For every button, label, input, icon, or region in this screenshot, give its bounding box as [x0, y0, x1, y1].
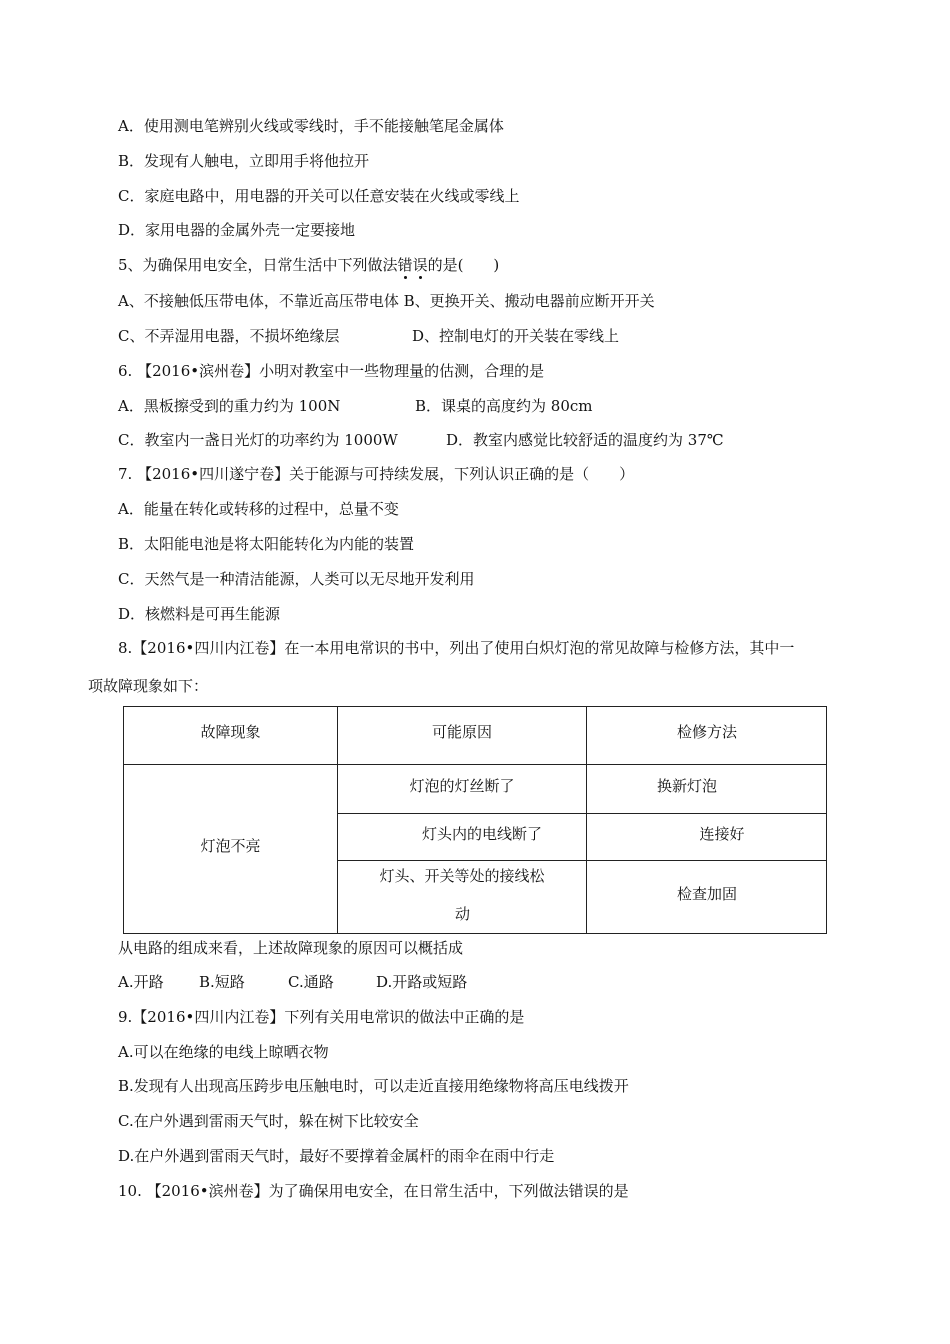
q5-stem-after: 的是( ): [427, 256, 500, 274]
q9-option-d: D.在户外遇到雷雨天气时，最好不要撑着金属杆的雨伞在雨中行走: [118, 1147, 555, 1165]
table-cell-fix-1: 换新灯泡: [656, 777, 717, 795]
table-cell-cause-3-line2: 动: [455, 905, 471, 923]
q9-option-b: B.发现有人出现高压跨步电压触电时，可以走近直接用绝缘物将高压电线拨开: [118, 1077, 629, 1095]
q4-option-a: A．使用测电笔辨别火线或零线时，手不能接触笔尾金属体: [118, 117, 504, 135]
table-header-cause: 可能原因: [431, 723, 492, 741]
q9-option-a: A.可以在绝缘的电线上晾晒衣物: [118, 1043, 329, 1061]
table-header-symptom: 故障现象: [200, 723, 261, 741]
q8-option-b: B.短路: [199, 973, 245, 991]
table-cell-cause-3-line1: 灯头、开关等处的接线松: [379, 867, 545, 885]
q7-stem: 7. 【2016•四川遂宁卷】关于能源与可持续发展，下列认识正确的是（ ）: [118, 465, 635, 483]
table-header-divider: [123, 764, 827, 765]
q6-option-b: B．课桌的高度约为 80cm: [415, 397, 593, 415]
table-border-top: [123, 706, 827, 707]
q5-emphasis-char-2: 误: [412, 256, 428, 274]
q7-option-d: D．核燃料是可再生能源: [118, 605, 281, 623]
table-header-fix: 检修方法: [676, 723, 737, 741]
q5-options-row1: A、不接触低压带电体，不靠近高压带电体 B、更换开关、搬动电器前应断开开关: [118, 292, 655, 310]
q4-option-b: B．发现有人触电，立即用手将他拉开: [118, 152, 370, 170]
q7-option-a: A．能量在转化或转移的过程中，总量不变: [118, 500, 399, 518]
q10-stem: 10. 【2016•滨州卷】为了确保用电安全，在日常生活中，下列做法错误的是: [118, 1182, 629, 1200]
q6-option-c: C．教室内一盏日光灯的功率约为 1000W: [118, 431, 398, 449]
table-border-bottom: [123, 933, 827, 934]
q9-stem: 9.【2016•四川内江卷】下列有关用电常识的做法中正确的是: [118, 1008, 525, 1026]
q8-stem-line2: 项故障现象如下：: [88, 677, 209, 695]
q7-option-c: C．天然气是一种清洁能源，人类可以无尽地开发利用: [118, 570, 475, 588]
q6-option-a: A．黑板擦受到的重力约为 100N: [118, 397, 341, 415]
q7-option-b: B．太阳能电池是将太阳能转化为内能的装置: [118, 535, 415, 553]
table-cell-fix-2: 连接好: [699, 825, 745, 843]
q9-option-c: C.在户外遇到雷雨天气时，躲在树下比较安全: [118, 1112, 419, 1130]
q6-option-d: D．教室内感觉比较舒适的温度约为 37℃: [446, 431, 724, 449]
q5-stem-before: 5、为确保用电安全，日常生活中下列做法: [118, 256, 398, 274]
q4-option-d: D．家用电器的金属外壳一定要接地: [118, 221, 356, 239]
q8-stem-line1: 8.【2016•四川内江卷】在一本用电常识的书中，列出了使用白炽灯泡的常见故障与检修方法，其中一: [118, 639, 795, 657]
table-cell-cause-2: 灯头内的电线断了: [421, 825, 542, 843]
q8-followup: 从电路的组成来看，上述故障现象的原因可以概括成: [118, 939, 464, 957]
table-cell-fix-3: 检查加固: [676, 885, 737, 903]
q5-stem: [118, 255, 499, 275]
q8-option-d: D.开路或短路: [376, 973, 468, 991]
q5-emphasis-char-1: 错: [397, 256, 413, 274]
q5-option-c: C、不弄湿用电器，不损坏绝缘层: [118, 327, 340, 345]
table-cell-cause-1: 灯泡的灯丝断了: [409, 777, 515, 795]
q5-option-d: D、控制电灯的开关装在零线上: [412, 327, 620, 345]
q8-option-c: C.通路: [288, 973, 334, 991]
q4-option-c: C．家庭电路中，用电器的开关可以任意安装在火线或零线上: [118, 187, 520, 205]
q8-option-a: A.开路: [118, 973, 164, 991]
table-row-divider-2: [337, 860, 827, 861]
table-row-divider-1: [337, 813, 827, 814]
q6-stem: 6. 【2016•滨州卷】小明对教室中一些物理量的估测，合理的是: [118, 362, 545, 380]
table-cell-symptom: 灯泡不亮: [200, 837, 261, 855]
